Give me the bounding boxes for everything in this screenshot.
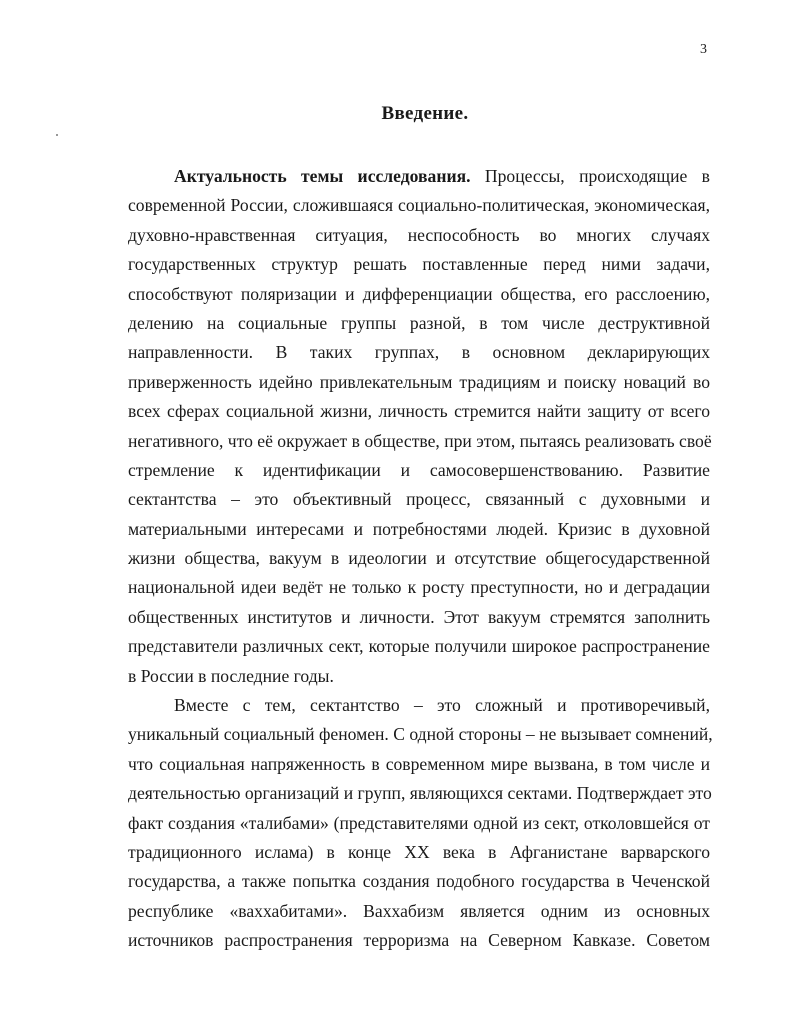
paragraph-line: Вместе с тем, сектантство – это сложный и противоречивый, bbox=[174, 695, 710, 716]
paragraph-line: деятельностью организаций и групп, являющихся сектами. Подтверждает это bbox=[128, 783, 712, 804]
paragraph-line: направленности. В таких группах, в основном декларирующих bbox=[128, 342, 710, 363]
paragraph-line: традиционного ислама) в конце XX века в Афганистане варварского bbox=[128, 841, 710, 862]
paragraph-line: государственных структур решать поставленные перед ними задачи, bbox=[128, 254, 710, 275]
paragraph-line: национальной идеи ведёт не только к росту преступности, но и деградации bbox=[128, 577, 710, 598]
paragraph-line: Актуальность темы исследования. Процессы, происходящие в bbox=[174, 166, 710, 186]
scan-speck bbox=[56, 134, 58, 136]
paragraph-line: общественных институтов и личности. Этот вакуум стремятся заполнить bbox=[128, 606, 710, 627]
section-title: Введение. bbox=[381, 103, 469, 124]
paragraph-line: жизни общества, вакуум в идеологии и отсутствие общегосударственной bbox=[128, 548, 710, 569]
paragraph-line: уникальный социальный феномен. С одной стороны – не вызывает сомнений, bbox=[128, 724, 713, 745]
paragraph-line: приверженность идейно привлекательным традициям и поиску новаций во bbox=[128, 371, 710, 392]
paragraph-line: в России в последние годы. bbox=[128, 665, 334, 686]
paragraph-line: стремление к идентификации и самосовершенствованию. Развитие bbox=[128, 459, 710, 480]
paragraph-line: представители различных сект, которые получили широкое распространение bbox=[128, 636, 710, 657]
paragraph-line: факт создания «талибами» (представителями одной из сект, отколовшейся от bbox=[128, 812, 710, 833]
paragraph-line: республике «ваххабитами». Ваххабизм является одним из основных bbox=[128, 900, 710, 921]
paragraph-line: современной России, сложившаяся социально-политическая, экономическая, bbox=[128, 195, 710, 216]
paragraph-line: источников распространения терроризма на Северном Кавказе. Советом bbox=[128, 930, 710, 951]
paragraph-line: сектантства – это объективный процесс, связанный с духовными и bbox=[128, 489, 710, 510]
paragraph-line: государства, а также попытка создания подобного государства в Чеченской bbox=[128, 871, 710, 892]
paragraph-line: материальными интересами и потребностями людей. Кризис в духовной bbox=[128, 518, 710, 539]
paragraph-line: духовно-нравственная ситуация, неспособность во многих случаях bbox=[128, 224, 710, 245]
paragraph-line: негативного, что её окружает в обществе, при этом, пытаясь реализовать своё bbox=[128, 430, 712, 451]
paragraph-line: делению на социальные группы разной, в том числе деструктивной bbox=[128, 312, 710, 333]
body-text bbox=[128, 162, 713, 956]
paragraph-line: что социальная напряженность в современном мире вызвана, в том числе и bbox=[128, 753, 710, 774]
paragraph-line: всех сферах социальной жизни, личность стремится найти защиту от всего bbox=[128, 401, 710, 422]
paragraph-line: способствуют поляризации и дифференциации общества, его расслоению, bbox=[128, 283, 710, 304]
page-number: 3 bbox=[700, 42, 707, 57]
lead-phrase: Актуальность темы исследования. bbox=[174, 166, 471, 186]
